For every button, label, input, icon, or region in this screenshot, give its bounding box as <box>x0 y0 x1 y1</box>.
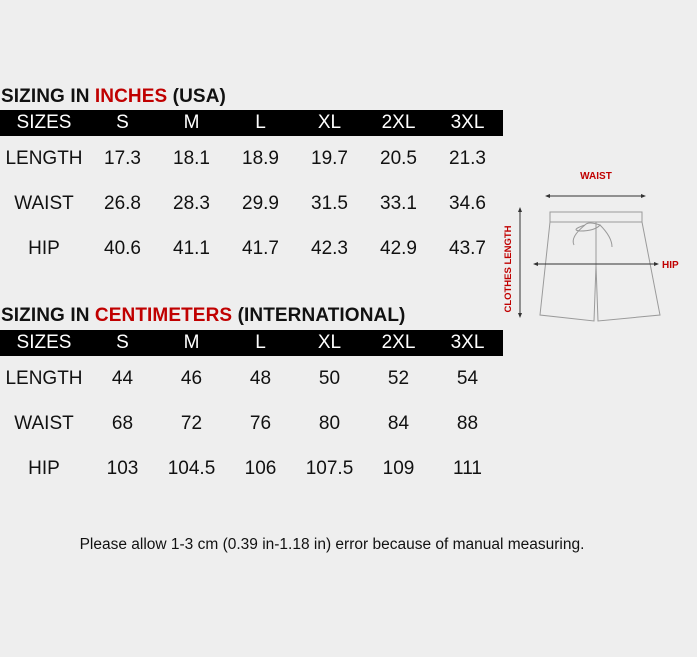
hip-label: HIP <box>662 260 679 271</box>
table-cell: 106 <box>244 457 277 479</box>
cm-title-suffix: (INTERNATIONAL) <box>232 305 406 326</box>
table-cell: 18.1 <box>173 147 210 169</box>
header-cell-3xl: 3XL <box>450 332 485 353</box>
table-cell: 52 <box>387 367 410 389</box>
table-cell: 33.1 <box>380 192 417 214</box>
table-cell: 84 <box>387 412 410 434</box>
table-cell: 29.9 <box>242 192 279 214</box>
row-label: LENGTH <box>5 147 83 169</box>
row-label: WAIST <box>14 412 74 434</box>
header-cell-s: S <box>116 112 129 133</box>
table-cell: 42.9 <box>380 237 417 259</box>
measurement-note: Please allow 1-3 cm (0.39 in-1.18 in) error because of manual measuring. <box>79 536 585 553</box>
table-cell: 41.7 <box>242 237 279 259</box>
header-cell-m: M <box>183 112 200 133</box>
table-cell: 17.3 <box>104 147 141 169</box>
table-cell: 107.5 <box>305 457 354 479</box>
table-cell: 68 <box>111 412 134 434</box>
header-cell-l: L <box>255 332 266 353</box>
row-label: HIP <box>28 457 60 479</box>
inches-title-prefix: SIZING IN <box>1 86 95 107</box>
table-cell: 54 <box>456 367 479 389</box>
table-cell: 26.8 <box>104 192 141 214</box>
length-arrow <box>518 207 522 318</box>
table-cell: 19.7 <box>311 147 348 169</box>
inches-header-row <box>0 110 503 136</box>
header-cell-m: M <box>183 332 200 353</box>
cm-header-row <box>0 330 503 356</box>
table-cell: 72 <box>180 412 203 434</box>
header-cell-2xl: 2XL <box>381 332 416 353</box>
table-cell: 76 <box>249 412 272 434</box>
table-cell: 20.5 <box>380 147 417 169</box>
table-cell: 34.6 <box>449 192 486 214</box>
centimeters-size-table <box>0 330 503 491</box>
table-row-length <box>0 356 503 401</box>
centimeters-section-title <box>1 305 405 327</box>
table-cell: 43.7 <box>449 237 486 259</box>
header-cell-xl: XL <box>317 332 342 353</box>
header-cell-sizes: SIZES <box>16 112 72 133</box>
table-cell: 48 <box>249 367 272 389</box>
header-cell-xl: XL <box>317 112 342 133</box>
table-row-hip <box>0 226 503 271</box>
table-cell: 40.6 <box>104 237 141 259</box>
clothes-length-label: CLOTHES LENGTH <box>503 225 514 313</box>
table-cell: 28.3 <box>173 192 210 214</box>
table-cell: 50 <box>318 367 341 389</box>
table-cell: 44 <box>111 367 134 389</box>
inches-section-title <box>1 86 226 108</box>
shorts-icon <box>540 212 660 321</box>
row-label: HIP <box>28 237 60 259</box>
table-row-waist <box>0 401 503 446</box>
table-row-hip <box>0 446 503 491</box>
table-cell: 80 <box>318 412 341 434</box>
inches-title-highlight: INCHES <box>94 86 168 107</box>
table-cell: 41.1 <box>173 237 210 259</box>
row-label: LENGTH <box>5 367 83 389</box>
cm-title-highlight: CENTIMETERS <box>94 305 233 326</box>
waist-arrow <box>545 194 646 198</box>
table-cell: 109 <box>382 457 415 479</box>
inches-size-table <box>0 110 503 271</box>
table-cell: 88 <box>456 412 479 434</box>
table-cell: 21.3 <box>449 147 486 169</box>
row-label: WAIST <box>14 192 74 214</box>
waist-label: WAIST <box>580 171 612 182</box>
cm-title-prefix: SIZING IN <box>1 305 95 326</box>
shorts-measurement-diagram <box>500 165 697 335</box>
table-cell: 46 <box>180 367 203 389</box>
inches-title-suffix: (USA) <box>167 86 226 107</box>
header-cell-3xl: 3XL <box>450 112 485 133</box>
header-cell-s: S <box>116 332 129 353</box>
table-cell: 18.9 <box>242 147 279 169</box>
header-cell-l: L <box>255 112 266 133</box>
table-cell: 111 <box>453 457 482 479</box>
table-row-waist <box>0 181 503 226</box>
header-cell-2xl: 2XL <box>381 112 416 133</box>
table-cell: 104.5 <box>167 457 216 479</box>
header-cell-sizes: SIZES <box>16 332 72 353</box>
table-cell: 42.3 <box>311 237 348 259</box>
table-row-length <box>0 136 503 181</box>
table-cell: 103 <box>106 457 139 479</box>
table-cell: 31.5 <box>311 192 348 214</box>
